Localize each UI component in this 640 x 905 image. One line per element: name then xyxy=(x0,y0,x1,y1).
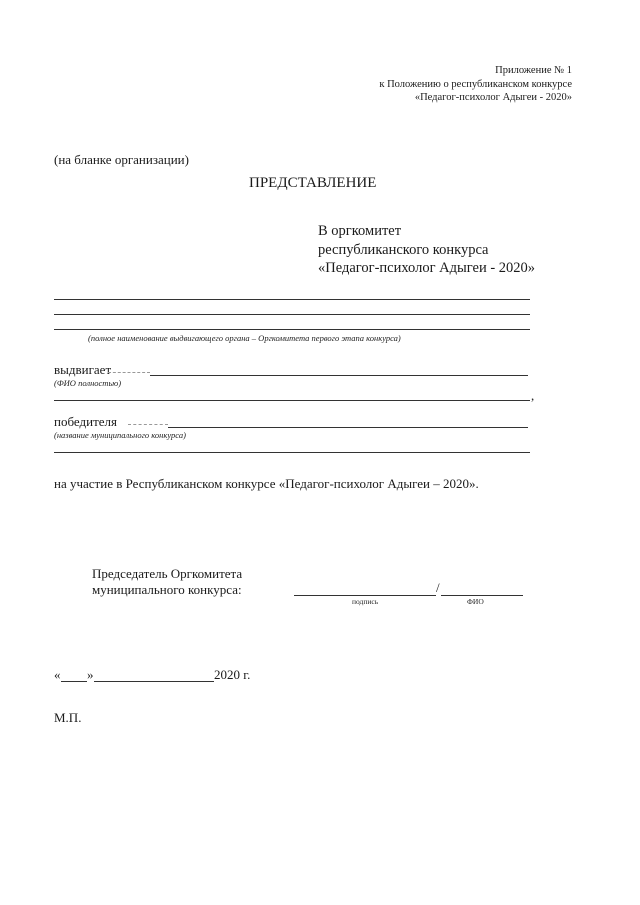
winner-label: победителя xyxy=(54,414,117,429)
letterhead-note: (на бланке организации) xyxy=(54,152,189,167)
nominee-comma: , xyxy=(531,388,535,403)
appendix-number: Приложение № 1 xyxy=(495,65,572,76)
org-name-line-1[interactable] xyxy=(54,299,530,300)
contest-name-hint: (название муниципального конкурса) xyxy=(54,430,186,440)
date-month-line[interactable] xyxy=(94,681,214,682)
nominee-name-line-1[interactable] xyxy=(150,375,528,376)
org-name-line-3[interactable] xyxy=(54,329,530,330)
date-open-quote: « xyxy=(54,667,61,682)
appendix-header xyxy=(379,64,572,105)
winner-dotted xyxy=(128,424,168,425)
chairman-block xyxy=(92,566,242,598)
contest-name-line-1[interactable] xyxy=(168,427,528,428)
contest-name-line-2[interactable] xyxy=(54,452,530,453)
addressee-block xyxy=(318,222,535,278)
appendix-regulation: к Положению о республиканском конкурсе xyxy=(379,78,572,90)
chairman-line-1: Председатель Оргкомитета xyxy=(92,566,243,581)
org-name-hint: (полное наименование выдвигающего органа – Оргкомитета первого этапа конкурса) xyxy=(88,333,401,343)
signature-slash: / xyxy=(436,580,440,595)
participation-text: на участие в Республиканском конкурсе «Педагог-психолог Адыгеи – 2020». xyxy=(54,476,479,491)
addressee-line-3: «Педагог-психолог Адыгеи - 2020» xyxy=(318,260,536,276)
appendix-contest: «Педагог-психолог Адыгеи - 2020» xyxy=(414,92,572,103)
date-close-quote: » xyxy=(87,667,94,682)
org-name-line-2[interactable] xyxy=(54,314,530,315)
nominates-dotted xyxy=(108,372,150,373)
name-caption: ФИО xyxy=(467,597,484,606)
addressee-line-1: В оргкомитет xyxy=(318,223,402,239)
signature-line[interactable] xyxy=(294,595,436,596)
signature-caption: подпись xyxy=(352,597,379,606)
stamp-placeholder: М.П. xyxy=(54,710,82,725)
date-day-line[interactable] xyxy=(61,681,87,682)
date-year: 2020 г. xyxy=(214,667,251,682)
addressee-line-2: республиканского конкурса xyxy=(318,241,489,258)
nominates-label: выдвигает xyxy=(54,362,112,377)
nominee-name-line-2[interactable] xyxy=(54,400,530,401)
nominee-name-hint: (ФИО полностью) xyxy=(54,378,122,388)
document-title: ПРЕДСТАВЛЕНИЕ xyxy=(249,175,377,191)
chairman-line-2: муниципального конкурса: xyxy=(92,582,242,597)
chairman-name-line[interactable] xyxy=(441,595,523,596)
